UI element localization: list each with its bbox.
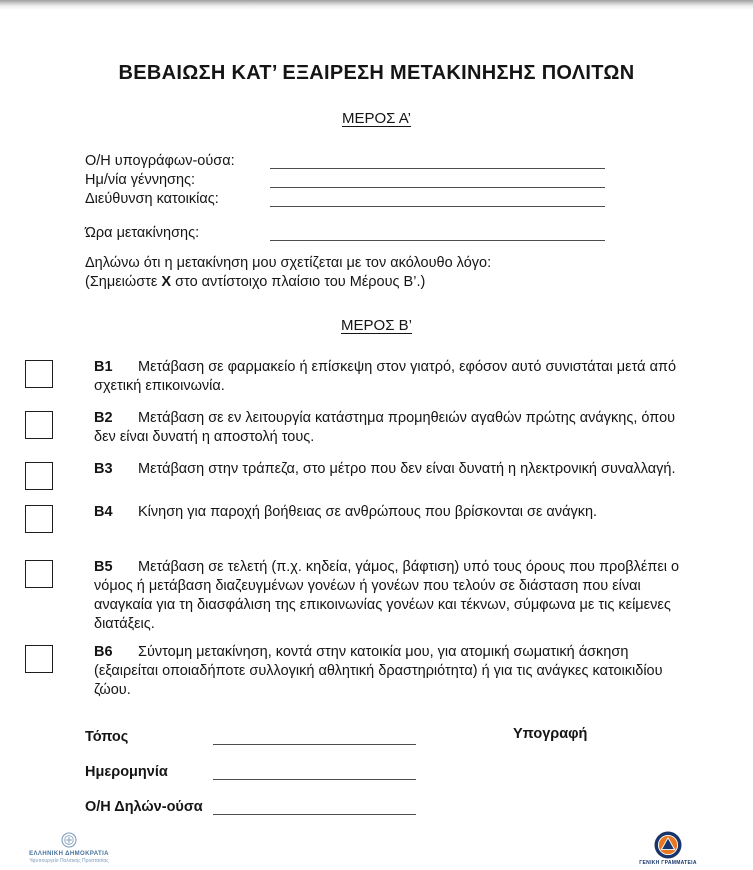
checkbox-b3[interactable]: [25, 462, 53, 490]
birthdate-input-line[interactable]: [270, 173, 605, 188]
declaration-note-mark: X: [161, 274, 172, 290]
reason-code-b2: Β2: [94, 410, 113, 426]
civil-protection-logo: [634, 831, 702, 866]
checkbox-b6[interactable]: [25, 645, 53, 673]
place-input-line[interactable]: [213, 731, 416, 745]
address-input-line[interactable]: [270, 192, 605, 207]
checkbox-b4[interactable]: [25, 505, 53, 533]
signatory-label: Ο/Η υπογράφων-ούσα:: [85, 153, 235, 169]
reason-text-b3: [94, 460, 694, 479]
footer-row-date: [85, 761, 705, 780]
reason-row-b3: [25, 460, 753, 490]
general-secretariat-text: ΓΕΝΙΚΗ ΓΡΑΜΜΑΤΕΙΑ: [639, 860, 697, 866]
hellenic-republic-emblem-icon: [61, 832, 77, 848]
reason-text-b1: [94, 358, 694, 396]
reason-text-b4: [94, 503, 694, 522]
reason-description-b3: Μετάβαση στην τράπεζα, στο μέτρο που δεν είναι δυνατή η ηλεκτρονική συναλλαγή.: [138, 461, 676, 477]
footer-row-place: [85, 726, 705, 745]
reason-code-b6: Β6: [94, 644, 113, 660]
reason-row-b6: [25, 643, 753, 700]
place-label: Τόπος: [85, 729, 129, 745]
reason-description-b1: Μετάβαση σε φαρμακείο ή επίσκεψη στον γιατρό, εφόσον αυτό συνιστάται μετά από σχετική επικοινωνία.: [94, 359, 677, 394]
declaration-note: [85, 273, 753, 292]
reason-text-b5: [94, 558, 694, 634]
reason-description-b4: Κίνηση για παροχή βοήθειας σε ανθρώπους που βρίσκονται σε ανάγκη.: [138, 504, 598, 520]
document-title: ΒΕΒΑΙΩΣΗ ΚΑΤ’ ΕΞΑΙΡΕΣΗ ΜΕΤΑΚΙΝΗΣΗΣ ΠΟΛΙΤΩΝ: [118, 62, 635, 84]
birthdate-label: Ημ/νία γέννησης:: [85, 172, 196, 188]
declaration-paragraph: [85, 254, 753, 292]
civil-protection-ministry-text: Υφυπουργείο Πολιτικής Προστασίας: [29, 858, 109, 864]
part-b-heading: ΜΕΡΟΣ Β’: [341, 317, 412, 334]
reason-description-b2: Μετάβαση σε εν λειτουργία κατάστημα προμηθειών αγαθών πρώτης ανάγκης, όπου δεν είναι δυνατή η αποστολή τους.: [94, 410, 676, 445]
declarant-label: Ο/Η Δηλών-ούσα: [85, 799, 203, 815]
field-row-movement-time: [85, 222, 753, 241]
declaration-note-suffix: στο αντίστοιχο πλαίσιο του Μέρους Β’.): [171, 274, 426, 290]
part-a-fields: [85, 150, 753, 241]
reason-code-b5: Β5: [94, 559, 113, 575]
reason-row-b4: [25, 503, 753, 533]
reason-description-b6: Σύντομη μετακίνηση, κοντά στην κατοικία μου, για ατομική σωματική άσκηση (εξαιρείται οποιαδήποτε συλλογική αθλητική δραστηριότητα) ή για τις ανάγκες κατοικιδίου ζώου.: [94, 644, 663, 698]
declaration-line1: Δηλώνω ότι η μετακίνηση μου σχετίζεται με τον ακόλουθο λόγο:: [85, 255, 492, 271]
date-label: Ημερομηνία: [85, 764, 168, 780]
part-b-section: [0, 317, 753, 334]
part-a-heading: ΜΕΡΟΣ Α’: [341, 110, 411, 127]
checkbox-b5[interactable]: [25, 560, 53, 588]
reason-row-b1: [25, 358, 753, 396]
hellenic-republic-text: ΕΛΛΗΝΙΚΗ ΔΗΜΟΚΡΑΤΙΑ: [29, 851, 109, 857]
date-input-line[interactable]: [213, 766, 416, 780]
reason-code-b1: Β1: [94, 359, 113, 375]
signatory-input-line[interactable]: [270, 154, 605, 169]
civil-protection-emblem-icon: [654, 831, 682, 859]
hellenic-republic-logo: [28, 832, 110, 864]
reason-text-b6: [94, 643, 694, 700]
field-row-birthdate: [85, 169, 753, 188]
checkbox-b2[interactable]: [25, 411, 53, 439]
reason-row-b5: [25, 558, 753, 634]
reason-text-b2: [94, 409, 694, 447]
page-top-edge: [0, 0, 753, 10]
checkbox-b1[interactable]: [25, 360, 53, 388]
reason-code-b3: Β3: [94, 461, 113, 477]
part-a-section: [0, 110, 753, 127]
reason-code-b4: Β4: [94, 504, 113, 520]
address-label: Διεύθυνση κατοικίας:: [85, 191, 219, 207]
declaration-note-prefix: (Σημειώστε: [85, 274, 162, 290]
movement-time-input-line[interactable]: [270, 226, 605, 241]
reason-row-b2: [25, 409, 753, 447]
field-row-signatory: [85, 150, 753, 169]
reason-description-b5: Μετάβαση σε τελετή (π.χ. κηδεία, γάμος, βάφτιση) υπό τους όρους που προβλέπει ο νόμος ή μετάβαση διαζευγμένων γονέων ή γονέων που τελούν σε διάσταση που είναι αναγκαία για τη διασφάλιση της επικοινωνίας γονέων και τέκνων, σύμφωνα με τις κείμενες διατάξεις.: [94, 559, 680, 632]
footer-row-declarant: [85, 796, 705, 815]
footer-fields: [85, 726, 705, 815]
declarant-input-line[interactable]: [213, 801, 416, 815]
part-b-reasons: [25, 358, 753, 700]
movement-time-label: Ώρα μετακίνησης:: [85, 225, 200, 241]
signature-label: Υπογραφή: [513, 726, 588, 742]
field-row-address: [85, 188, 753, 207]
